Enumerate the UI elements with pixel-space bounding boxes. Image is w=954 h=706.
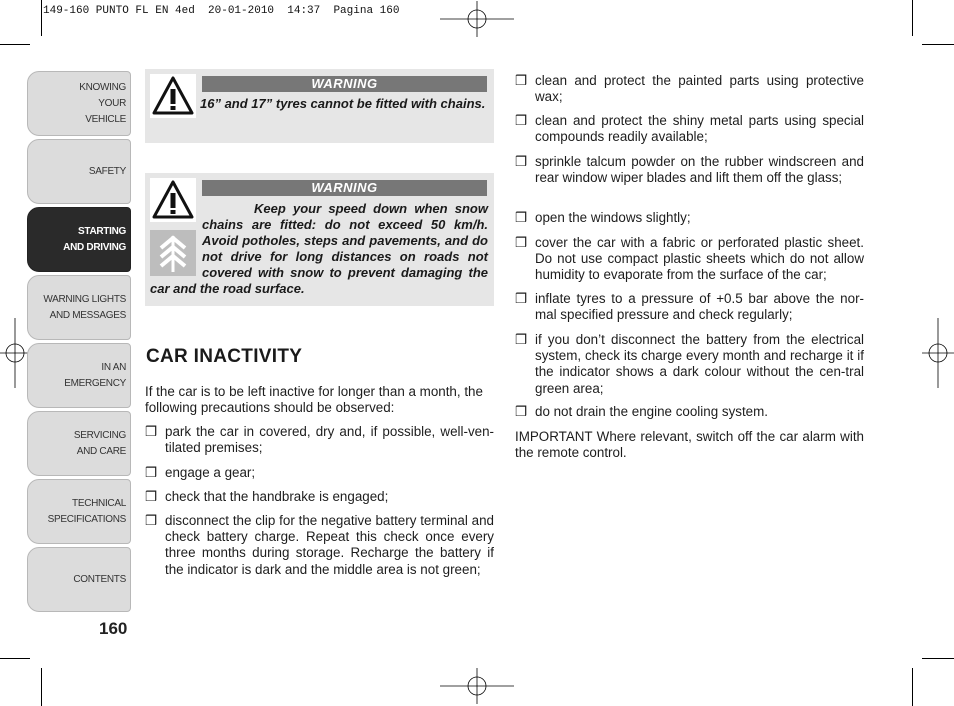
- list-item-text: disconnect the clip for the negative battery terminal and check battery charge. Repeat this check once every three months during storage. Recharge the battery if the indicator is dark and the middle area is not green;: [165, 513, 494, 577]
- list-item: [145, 465, 494, 481]
- tab-servicing-and-care[interactable]: [27, 411, 131, 476]
- checkbox-icon: ❒: [515, 113, 528, 128]
- list-item-text: inflate tyres to a pressure of +0.5 bar above the nor-mal specified pressure and check regularly;: [535, 291, 864, 323]
- registration-mark-left: [0, 318, 30, 388]
- registration-mark-bottom: [440, 668, 514, 704]
- checkbox-icon: ❒: [145, 513, 158, 528]
- crop-mark: [922, 658, 954, 659]
- list-item-text: cover the car with a fabric or perforated plastic sheet. Do not use compact plastic sheets which do not allow humidity to evaporate from the surface of the car;: [535, 235, 864, 283]
- list-item-text: if you don’t disconnect the battery from the electrical system, check its charge every month and recharge it if the indicator shows a dark colour without the cen-tral green area;: [535, 332, 864, 396]
- tab-label: SERVICING AND CARE: [73, 429, 126, 457]
- print-header: 149-160 PUNTO FL EN 4ed 20-01-2010 14:37 Pagina 160: [43, 5, 400, 17]
- crop-mark: [0, 44, 30, 45]
- tab-label: KNOWING YOUR VEHICLE: [79, 81, 126, 125]
- list-item: [145, 489, 494, 505]
- section-title: CAR INACTIVITY: [146, 346, 303, 367]
- checkbox-icon: ❒: [515, 73, 528, 88]
- list-item: [515, 291, 864, 323]
- section-intro: If the car is to be left inactive for longer than a month, the following precautions should be observed:: [145, 384, 483, 416]
- list-item-text: engage a gear;: [165, 465, 256, 480]
- page-number: 160: [99, 619, 128, 638]
- tab-knowing-your-vehicle[interactable]: [27, 71, 131, 136]
- warning-title: WARNING: [202, 180, 487, 196]
- checkbox-icon: ❒: [145, 489, 158, 504]
- list-item-text: open the windows slightly;: [535, 210, 691, 225]
- crop-mark: [922, 44, 954, 45]
- registration-mark-top: [440, 1, 514, 37]
- checkbox-icon: ❒: [515, 235, 528, 250]
- list-item: [515, 210, 864, 226]
- crop-mark: [912, 0, 913, 36]
- checkbox-icon: ❒: [515, 291, 528, 306]
- checkbox-icon: ❒: [145, 465, 158, 480]
- checkbox-icon: ❒: [145, 424, 158, 439]
- list-item: [515, 154, 864, 186]
- important-note: IMPORTANT Where relevant, switch off the car alarm with the remote control.: [515, 429, 864, 461]
- registration-mark-right: [922, 318, 954, 388]
- list-item-text: do not drain the engine cooling system.: [535, 404, 768, 419]
- checkbox-icon: ❒: [515, 154, 528, 169]
- crop-mark: [41, 0, 42, 36]
- tab-technical-specifications[interactable]: [27, 479, 131, 544]
- list-item-text: sprinkle talcum powder on the rubber windscreen and rear window wiper blades and lift them off the glass;: [535, 154, 864, 186]
- crop-mark: [41, 668, 42, 706]
- warning-title: WARNING: [202, 76, 487, 92]
- checkbox-icon: ❒: [515, 404, 528, 419]
- list-item-text: check that the handbrake is engaged;: [165, 489, 389, 504]
- checkbox-icon: ❒: [515, 210, 528, 225]
- tab-label: SAFETY: [88, 165, 126, 177]
- warning-text-tyres: 16” and 17” tyres cannot be fitted with chains.: [200, 96, 486, 111]
- tab-starting-and-driving[interactable]: [27, 207, 131, 272]
- warning-text-body: Keep your speed down when snow chains are fitted: do not exceed 50 km/h. Avoid potholes, steps and pavements, and do not drive for long distances on roads not covered with snow to prevent damaging the car and the road surface.: [150, 201, 488, 296]
- list-item: [515, 73, 864, 105]
- warning-text-snow-chains: [150, 201, 488, 297]
- tab-label: TECHNICAL SPECIFICATIONS: [47, 497, 126, 525]
- tab-label: STARTING AND DRIVING: [63, 225, 126, 253]
- tab-safety[interactable]: [27, 139, 131, 204]
- list-item: [145, 424, 494, 456]
- tab-label: CONTENTS: [73, 573, 126, 585]
- checkbox-icon: ❒: [515, 332, 528, 347]
- tab-label: WARNING LIGHTS AND MESSAGES: [43, 293, 126, 321]
- crop-mark: [0, 658, 30, 659]
- tab-label: IN AN EMERGENCY: [64, 361, 126, 389]
- tab-in-an-emergency[interactable]: [27, 343, 131, 408]
- tab-warning-lights[interactable]: [27, 275, 131, 340]
- tab-contents[interactable]: [27, 547, 131, 612]
- list-item: [515, 332, 864, 397]
- list-item: [515, 235, 864, 284]
- list-item: [515, 404, 864, 420]
- list-item-text: clean and protect the shiny metal parts using special compounds readily available;: [535, 113, 864, 145]
- list-item-text: park the car in covered, dry and, if possible, well-ven-tilated premises;: [165, 424, 494, 456]
- crop-mark: [912, 668, 913, 706]
- list-item: [515, 113, 864, 145]
- warning-triangle-icon: [150, 74, 196, 118]
- list-item-text: clean and protect the painted parts using protective wax;: [535, 73, 864, 105]
- list-item: [145, 513, 494, 578]
